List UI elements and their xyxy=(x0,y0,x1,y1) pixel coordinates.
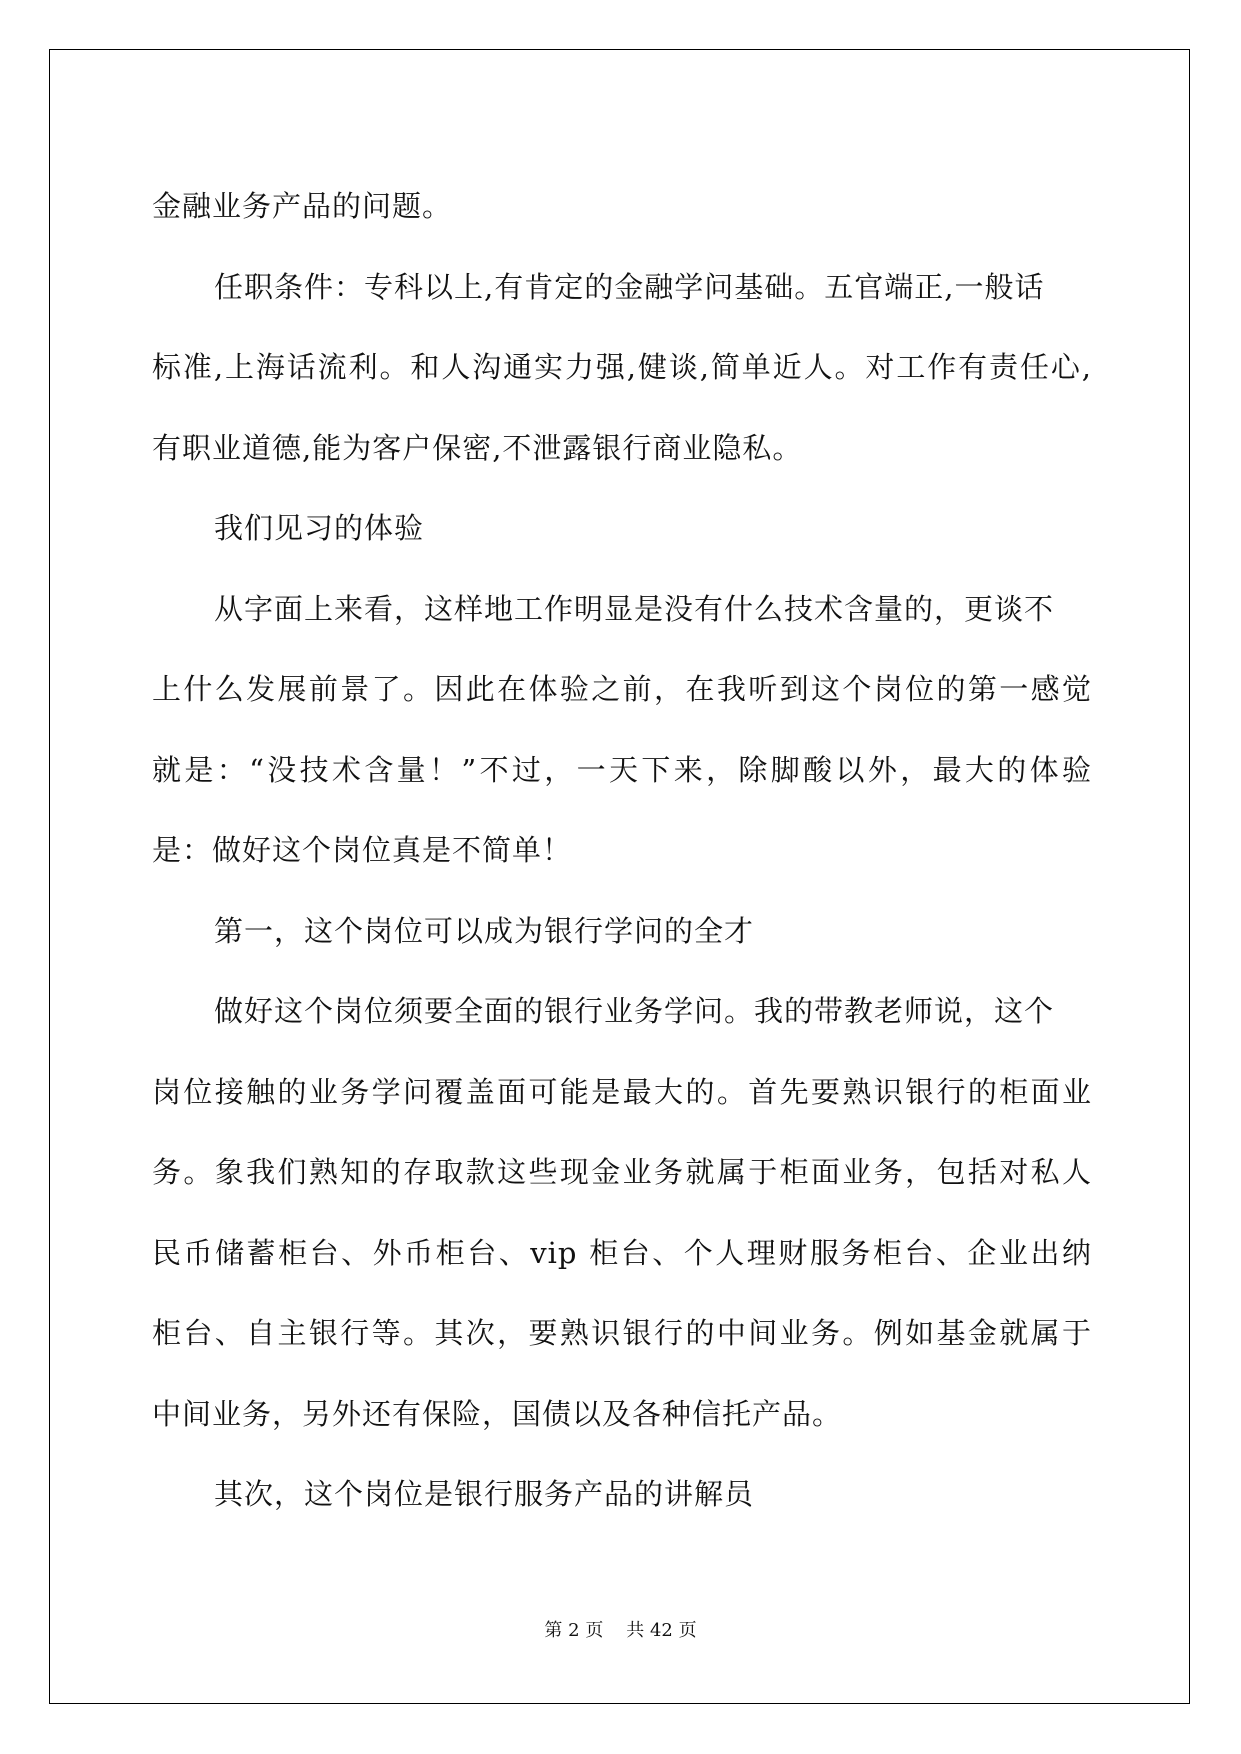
text-line: 民币储蓄柜台、外币柜台、vip 柜台、个人理财服务柜台、企业出纳 xyxy=(152,1235,1092,1270)
text-line: 务。象我们熟知的存取款这些现金业务就属于柜面业务，包括对私人 xyxy=(152,1155,1092,1189)
text-line: 有职业道德,能为客户保密,不泄露银行商业隐私。 xyxy=(152,430,803,465)
page-number: 第 2 页 xyxy=(544,1620,604,1641)
text-line: 岗位接触的业务学问覆盖面可能是最大的。首先要熟识银行的柜面业 xyxy=(152,1074,1092,1109)
text-line: 上什么发展前景了。因此在体验之前，在我听到这个岗位的第一感觉 xyxy=(152,672,1092,706)
text-line: 是：做好这个岗位真是不简单！ xyxy=(152,833,573,867)
text-line: 金融业务产品的问题。 xyxy=(152,189,453,223)
text-line: 柜台、自主银行等。其次，要熟识银行的中间业务。例如基金就属于 xyxy=(152,1316,1092,1350)
document-body xyxy=(152,166,1092,1535)
text-line: 从字面上来看，这样地工作明显是没有什么技术含量的，更谈不 xyxy=(214,591,1055,626)
section-heading: 其次，这个岗位是银行服务产品的讲解员 xyxy=(214,1477,755,1511)
section-heading: 第一，这个岗位可以成为银行学问的全才 xyxy=(214,913,755,948)
text-line: 标准,上海话流利。和人沟通实力强,健谈,简单近人。对工作有责任心, xyxy=(152,350,1092,384)
text-line: 任职条件：专科以上,有肯定的金融学问基础。五官端正,一般话 xyxy=(214,269,1045,304)
page-footer xyxy=(0,1619,1241,1643)
text-line: 做好这个岗位须要全面的银行业务学问。我的带教老师说，这个 xyxy=(214,994,1055,1028)
page-total: 共 42 页 xyxy=(626,1620,697,1641)
section-heading: 我们见习的体验 xyxy=(214,511,425,545)
text-line: 就是：“没技术含量！”不过，一天下来，除脚酸以外，最大的体验 xyxy=(152,752,1092,787)
text-line: 中间业务，另外还有保险，国债以及各种信托产品。 xyxy=(152,1396,843,1431)
